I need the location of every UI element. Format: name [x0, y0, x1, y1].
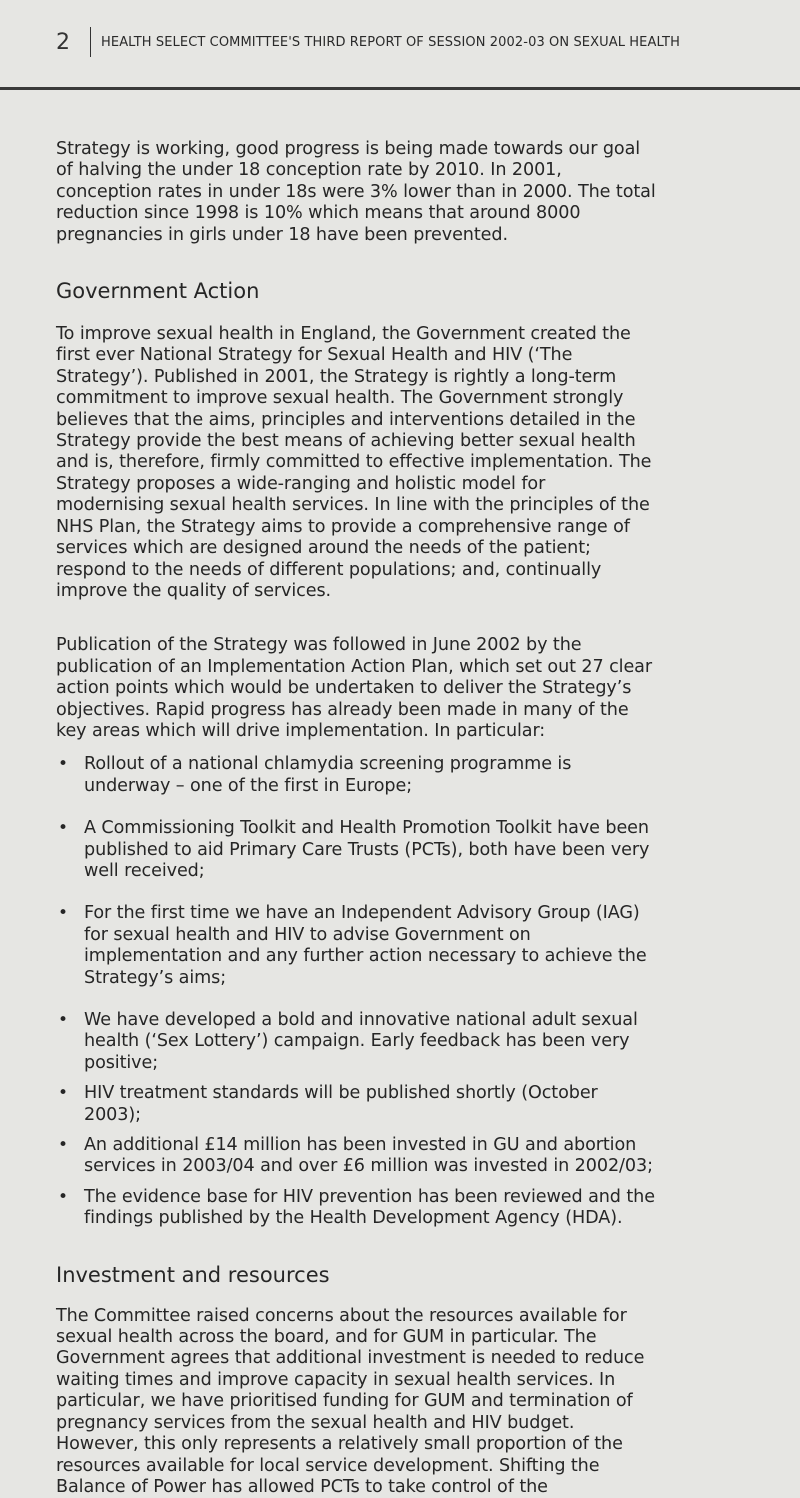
section-heading-government-action: Government Action	[56, 279, 260, 304]
bullet-icon: •	[58, 903, 68, 924]
page-number: 2	[56, 29, 70, 55]
list-item: • We have developed a bold and innovative national adult sexual health (‘Sex Lottery’) campaign. Early feedback has been very positive;	[58, 1010, 638, 1073]
government-action-paragraph-2: Publication of the Strategy was followed in June 2002 by the publication of an Implementation Action Plan, which set out 27 clear action points which would be undertaken to deliver the Strategy’s objectives. Rapid progress has already been made in many of the key areas which will drive implementation. In particular:	[56, 635, 653, 741]
header-divider	[90, 27, 91, 57]
list-item: • An additional £14 million has been invested in GU and abortion services in 2003/04 and over £6 million was invested in 2002/03;	[58, 1135, 653, 1177]
list-item: • A Commissioning Toolkit and Health Promotion Toolkit have been published to aid Primary Care Trusts (PCTs), both have been very well received;	[58, 818, 650, 881]
body-content	[56, 139, 656, 1498]
bullet-icon: •	[58, 1010, 68, 1030]
list-item: • HIV treatment standards will be published shortly (October 2003);	[58, 1083, 598, 1125]
running-header	[56, 27, 780, 57]
list-item: • Rollout of a national chlamydia screening programme is underway – one of the first in Europe;	[58, 754, 572, 796]
header-title: HEALTH SELECT COMMITTEE'S THIRD REPORT OF SESSION 2002-03 ON SEXUAL HEALTH	[101, 34, 680, 50]
government-action-paragraph-1: To improve sexual health in England, the Government created the first ever National Strategy for Sexual Health and HIV (‘The Strategy’). Published in 2001, the Strategy is rightly a long-term commitment to improve sexual health. The Government strongly believes that the aims, principles and interventions detailed in the Strategy provide the best means of achieving better sexual health and is, therefore, firmly committed to effective implementation. The Strategy proposes a wide-ranging and holistic model for modernising sexual health services. In line with the principles of the NHS Plan, the Strategy aims to provide a comprehensive range of services which are designed around the needs of the patient; respond to the needs of different populations; and, continually improve the quality of services.	[56, 324, 652, 601]
bullet-icon: •	[58, 818, 68, 839]
implementation-bullet-list	[56, 754, 656, 1229]
section-heading-investment: Investment and resources	[56, 1262, 330, 1287]
bullet-icon: •	[58, 1186, 68, 1207]
header-rule	[0, 87, 800, 90]
bullet-icon: •	[58, 1135, 68, 1156]
list-item: • The evidence base for HIV prevention has been reviewed and the findings published by the Health Development Agency (HDA).	[58, 1186, 655, 1229]
investment-paragraph: The Committee raised concerns about the resources available for sexual health across the board, and for GUM in particular. The Government agrees that additional investment is needed to reduce waiting times and improve capacity in sexual health services. In particular, we have prioritised funding for GUM and termination of pregnancy services from the sexual health and HIV budget. However, this only represents a relatively small proportion of the resources available for local service development. Shifting the Balance of Power has allowed PCTs to take control of the	[56, 1305, 645, 1497]
bullet-icon: •	[58, 754, 68, 775]
list-item: • For the first time we have an Independent Advisory Group (IAG) for sexual health and HIV to advise Government on implementation and any further action necessary to achieve the Strategy’s aims;	[58, 903, 647, 988]
bullet-icon: •	[58, 1083, 68, 1104]
intro-paragraph: Strategy is working, good progress is being made towards our goal of halving the under 18 conception rate by 2010. In 2001, conception rates in under 18s were 3% lower than in 2000. The total reduction since 1998 is 10% which means that around 8000 pregnancies in girls under 18 have been prevented.	[56, 139, 656, 245]
